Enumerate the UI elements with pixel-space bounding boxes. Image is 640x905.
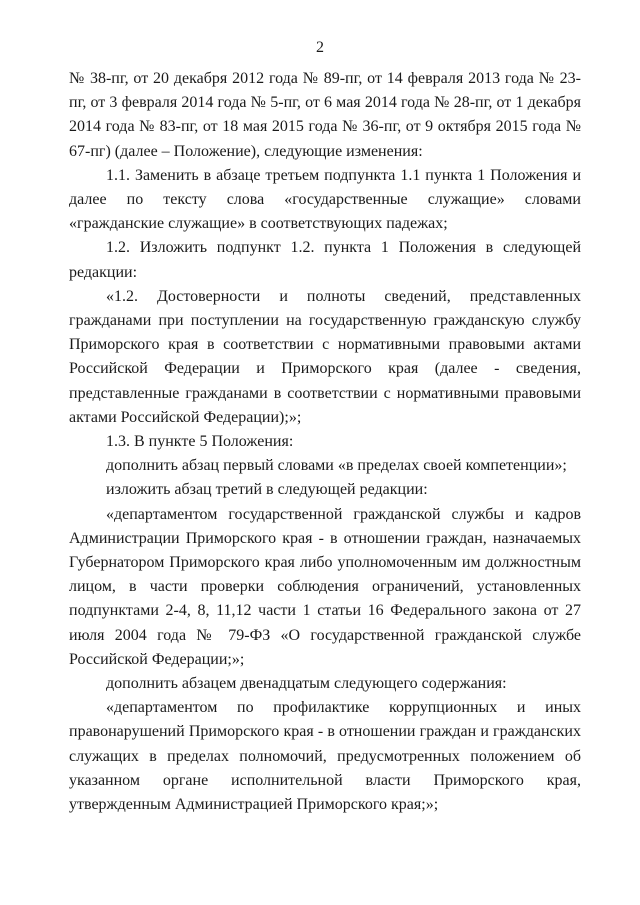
paragraph-1-1: 1.1. Заменить в абзаце третьем подпункта 1.1 пункта 1 Положения и далее по тексту слова «государственные служащие» словами «гражданские служащие» в соответствующих падежах; <box>69 166 581 233</box>
document-body <box>69 67 581 817</box>
paragraph-1-3-third-intro: изложить абзац третий в следующей редакции: <box>106 481 428 499</box>
paragraph-1-3-twelfth-quote: «департаментом по профилактике коррупционных и иных правонарушений Приморского края - в отношении граждан и гражданских служащих в пределах полномочий, предусмотренных положением об указанном органе исполнительной власти Приморского края, утвержденным Администрацией Приморского края;»; <box>69 699 581 814</box>
paragraph-1-3-third-quote: «департаментом государственной гражданской службы и кадров Администрации Приморского края - в отношении граждан, назначаемых Губернатором Приморского края либо уполномоченным им должностным лицом, в части проверки соблюдения ограничений, установленных подпунктами 2-4, 8, 11,12 части 1 статьи 16 Федерального закона от 27 июля 2004 года № 79-ФЗ «О государственной гражданской службе Российской Федерации;»; <box>69 505 581 668</box>
paragraph-1-3-twelfth-intro: дополнить абзацем двенадцатым следующего содержания: <box>106 675 507 693</box>
paragraph-1-3: 1.3. В пункте 5 Положения: <box>106 433 294 451</box>
paragraph-1-3-first: дополнить абзац первый словами «в пределах своей компетенции»; <box>106 457 567 475</box>
paragraph-1-2: 1.2. Изложить подпункт 1.2. пункта 1 Положения в следующей редакции: <box>69 239 581 281</box>
paragraph-1-2-quote: «1.2. Достоверности и полноты сведений, представленных гражданами при поступлении на государственную гражданскую службу Приморского края в соответствии с нормативными правовыми актами Российской Федерации и Приморского края (далее - сведения, представленные гражданами в соответствии с нормативными правовыми актами Российской Федерации);»; <box>69 287 581 426</box>
page-number: 2 <box>316 39 324 56</box>
paragraph-amendment-list: № 38-пг, от 20 декабря 2012 года № 89-пг, от 14 февраля 2013 года № 23-пг, от 3 февраля 2014 года № 5-пг, от 6 мая 2014 года № 28-пг, от 1 декабря 2014 года № 83-пг, от 18 мая 2015 года № 36-пг, от 9 октября 2015 года № 67-пг) (далее – Положение), следующие изменения: <box>69 70 581 160</box>
